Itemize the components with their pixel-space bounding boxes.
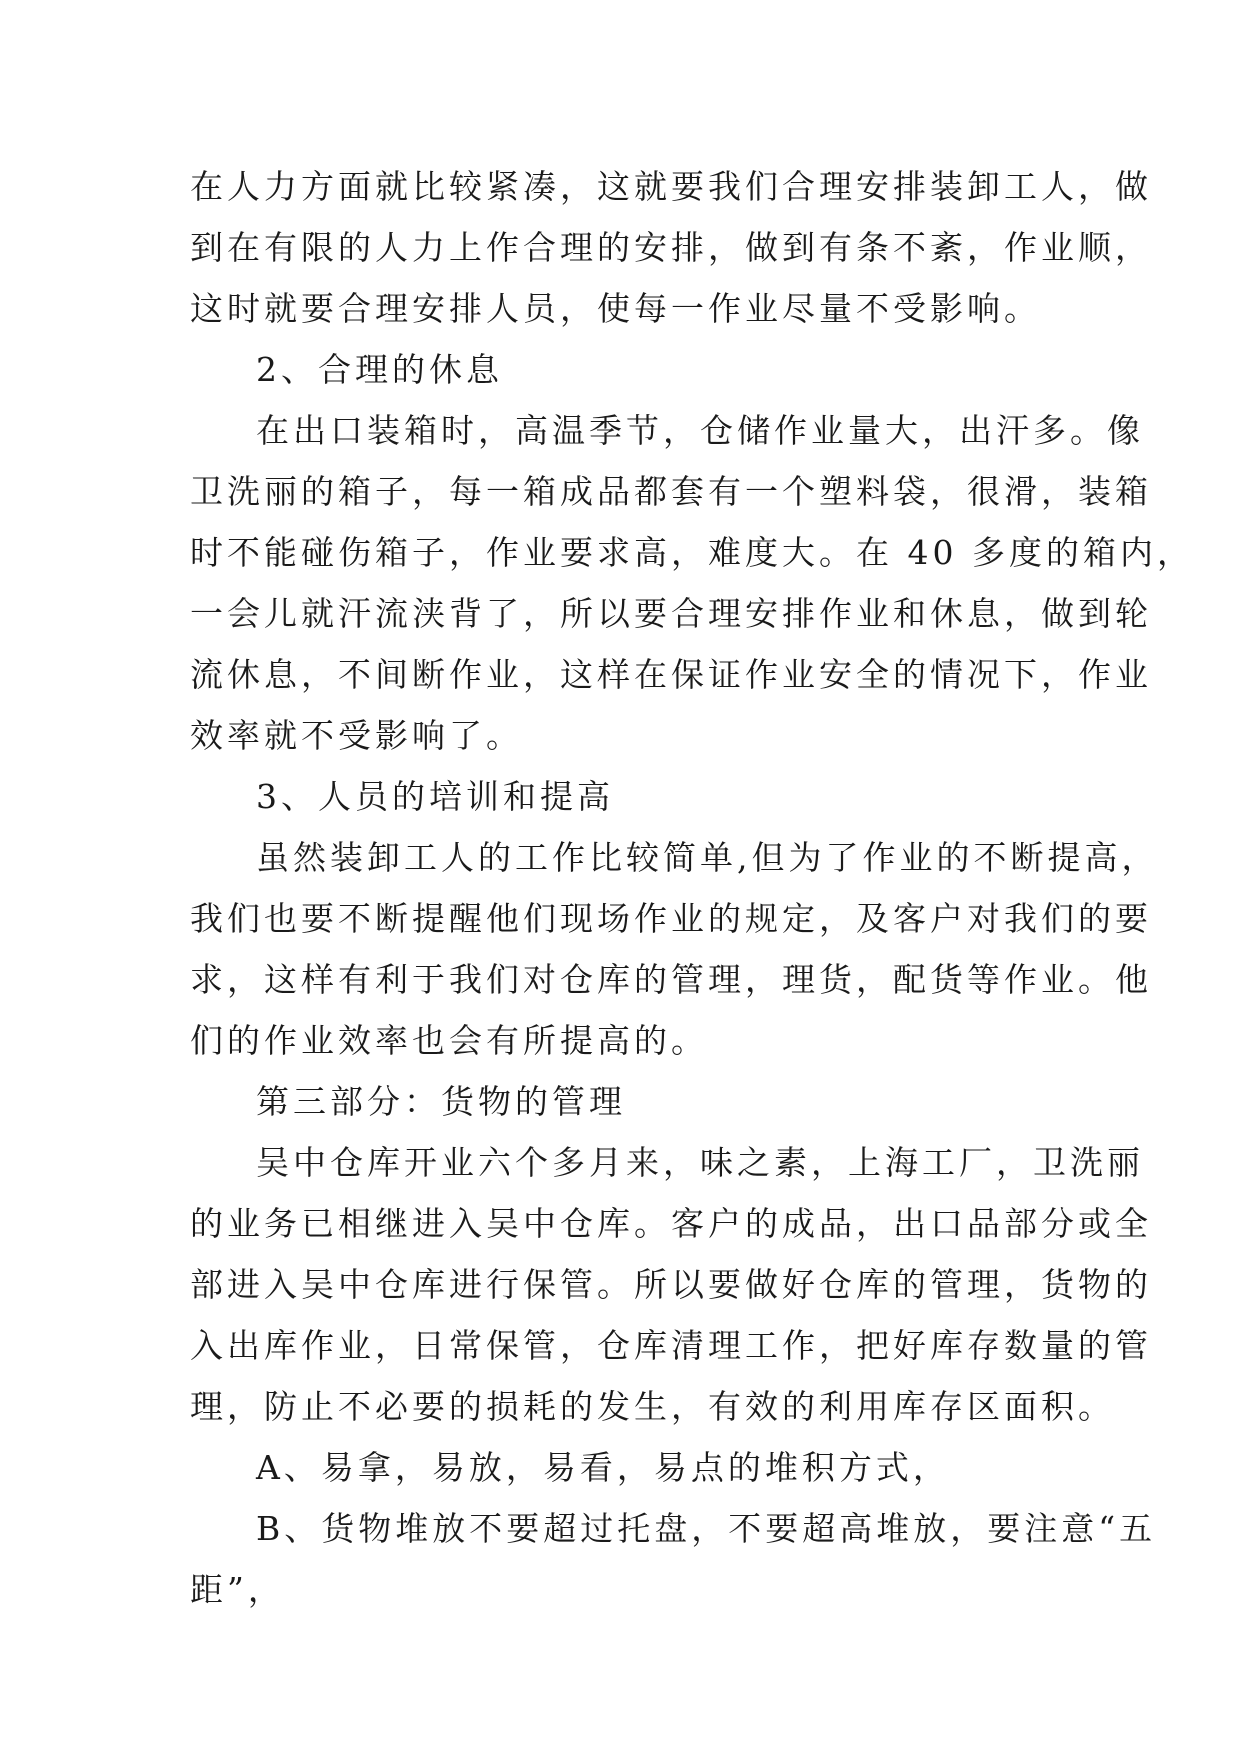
text-line: 流休息，不间断作业，这样在保证作业安全的情况下，作业 [190,655,1152,694]
text-line: 入出库作业，日常保管，仓库清理工作，把好库存数量的管 [190,1326,1152,1365]
text-line: 一会儿就汗流浃背了，所以要合理安排作业和休息，做到轮 [190,594,1152,633]
text-line: 理，防止不必要的损耗的发生，有效的利用库存区面积。 [190,1387,1115,1426]
text-line: 这时就要合理安排人员，使每一作业尽量不受影响。 [190,289,1041,328]
text-line: 吴中仓库开业六个多月来，味之素，上海工厂，卫洗丽 [256,1143,1144,1182]
text-line: 到在有限的人力上作合理的安排，做到有条不紊，作业顺， [190,228,1152,267]
text-line: A、易拿，易放，易看，易点的堆积方式， [256,1448,950,1487]
text-line: 第三部分：货物的管理 [256,1082,626,1121]
text-line: 的业务已相继进入吴中仓库。客户的成品，出口品部分或全 [190,1204,1152,1243]
text-line: 我们也要不断提醒他们现场作业的规定，及客户对我们的要 [190,899,1152,938]
text-line: 3、人员的培训和提高 [256,777,614,816]
text-line: 效率就不受影响了。 [190,716,523,755]
text-line: 卫洗丽的箱子，每一箱成品都套有一个塑料袋，很滑，装箱 [190,472,1152,511]
text-line: 时不能碰伤箱子，作业要求高，难度大。在 40 多度的箱内， [190,533,1194,572]
text-line: 们的作业效率也会有所提高的。 [190,1021,708,1060]
text-line: 2、合理的休息 [256,350,503,389]
text-line: 虽然装卸工人的工作比较简单,但为了作业的不断提高， [256,838,1159,877]
text-line: 求，这样有利于我们对仓库的管理，理货，配货等作业。他 [190,960,1152,999]
text-line: 在人力方面就比较紧凑，这就要我们合理安排装卸工人，做 [190,167,1152,206]
document-body [190,156,1194,1620]
text-line: 部进入吴中仓库进行保管。所以要做好仓库的管理，货物的 [190,1265,1152,1304]
text-line: B、货物堆放不要超过托盘，不要超高堆放，要注意“五 [256,1509,1157,1548]
text-line: 在出口装箱时，高温季节，仓储作业量大，出汗多。像 [256,411,1144,450]
text-line: 距”， [190,1570,285,1609]
